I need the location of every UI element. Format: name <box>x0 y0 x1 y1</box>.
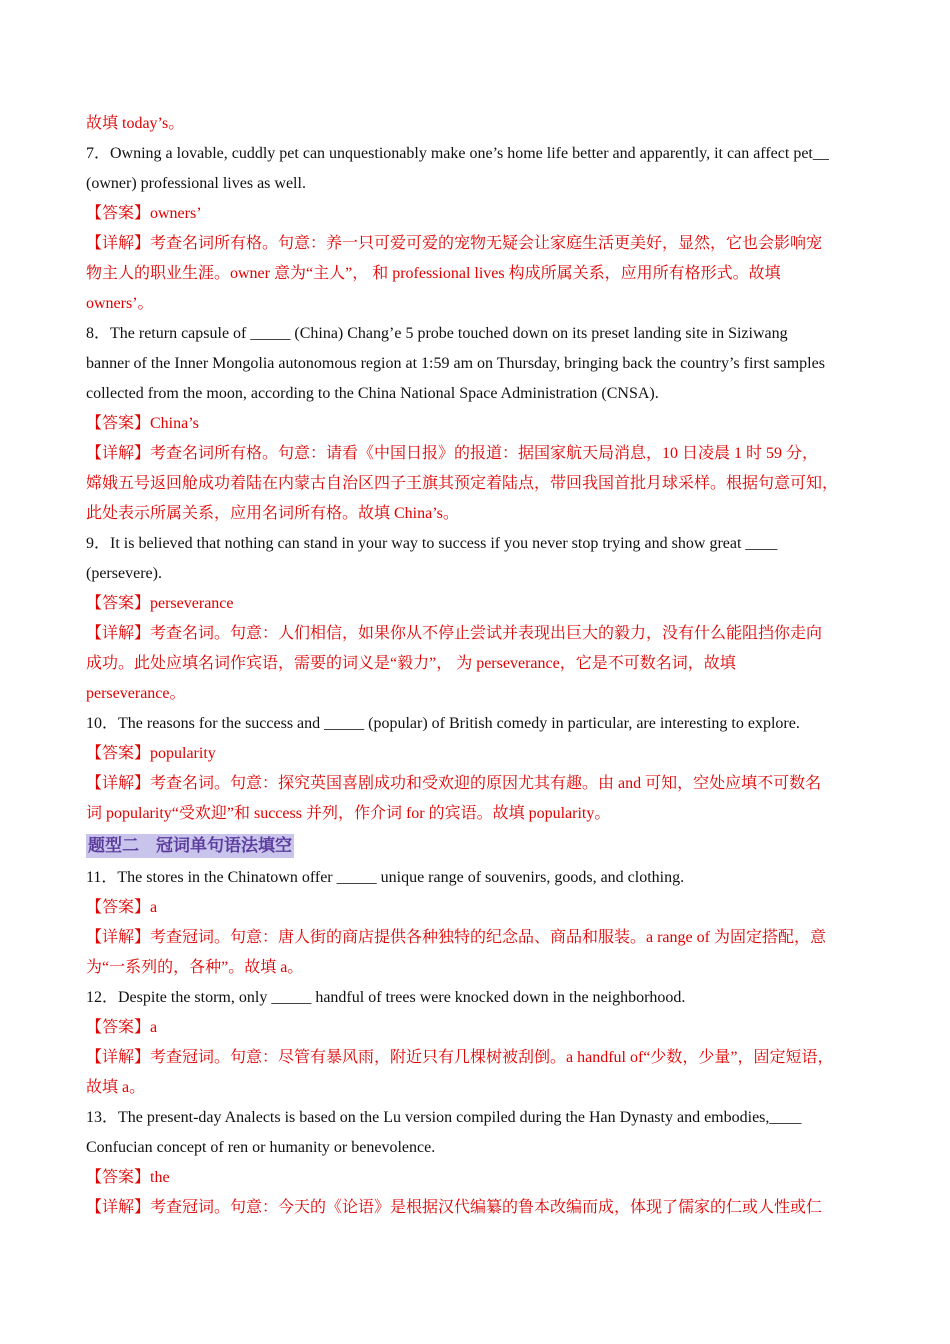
explanation-7-line: 物主人的职业生涯。owner 意为“主人”， 和 professional lives 构成所属关系，应用所有格形式。故填 <box>86 265 781 282</box>
explanation-9-line: perseverance。 <box>86 685 186 702</box>
explanation-7-line: 【详解】考查名词所有格。句意：养一只可爱可爱的宠物无疑会让家庭生活更美好，显然，它也会影响宠 <box>86 235 823 252</box>
question-12-line: 12．Despite the storm, only _____ handful of trees were knocked down in the neighborhood. <box>86 989 686 1006</box>
question-12 <box>86 983 870 1013</box>
answer-13 <box>86 1163 870 1193</box>
explanation-tail-line: 故填 today’s。 <box>86 115 185 132</box>
answer-7 <box>86 199 870 229</box>
explanation-10-line: 词 popularity“受欢迎”和 success 并列，作介词 for 的宾语。故填 popularity。 <box>86 805 611 822</box>
explanation-9 <box>86 619 870 709</box>
answer-12 <box>86 1013 870 1043</box>
explanation-12-line: 【详解】考查冠词。句意：尽管有暴风雨，附近只有几棵树被刮倒。a handful of“少数，少量”，固定短语， <box>86 1049 834 1066</box>
answer-9 <box>86 589 870 619</box>
question-8-line: banner of the Inner Mongolia autonomous region at 1:59 am on Thursday, bringing back the country’s first samples <box>86 355 825 372</box>
explanation-8-line: 嫦娥五号返回舱成功着陆在内蒙古自治区四子王旗其预定着陆点，带回我国首批月球采样。根据句意可知， <box>86 475 839 492</box>
question-13-line: Confucian concept of ren or humanity or benevolence. <box>86 1139 436 1156</box>
question-9 <box>86 529 870 589</box>
answer-7-line: 【答案】owners’ <box>86 205 202 222</box>
question-8 <box>86 319 870 409</box>
explanation-9-line: 成功。此处应填名词作宾语，需要的词义是“毅力”， 为 perseverance，它是不可数名词，故填 <box>86 655 736 672</box>
explanation-12 <box>86 1043 870 1103</box>
explanation-8 <box>86 439 870 529</box>
explanation-10-line: 【详解】考查名词。句意：探究英国喜剧成功和受欢迎的原因尤其有趣。由 and 可知，空处应填不可数名 <box>86 775 822 792</box>
question-13-line: 13．The present-day Analects is based on the Lu version compiled during the Han Dynasty and embodies,____ <box>86 1109 802 1126</box>
explanation-12-line: 故填 a。 <box>86 1079 146 1096</box>
question-7-line: 7．Owning a lovable, cuddly pet can unquestionably make one’s home life better and apparently, it can affect pet__ <box>86 145 829 162</box>
explanation-13 <box>86 1193 870 1223</box>
section-heading-label: 题型二 冠词单句语法填空 <box>88 836 292 856</box>
document-page <box>86 109 870 1223</box>
question-11-line: 11．The stores in the Chinatown offer _____ unique range of souvenirs, goods, and clothing. <box>86 869 685 886</box>
answer-12-line: 【答案】a <box>86 1019 158 1036</box>
explanation-8-line: 【详解】考查名词所有格。句意：请看《中国日报》的报道：据国家航天局消息，10 日凌晨 1 时 59 分， <box>86 445 819 462</box>
answer-9-line: 【答案】perseverance <box>86 595 234 612</box>
question-9-line: (persevere). <box>86 565 162 582</box>
answer-8 <box>86 409 870 439</box>
answer-11 <box>86 893 870 923</box>
question-8-line: collected from the moon, according to the China National Space Administration (CNSA). <box>86 385 659 402</box>
explanation-11-line: 【详解】考查冠词。句意：唐人街的商店提供各种独特的纪念品、商品和服装。a range of 为固定搭配，意 <box>86 929 826 946</box>
answer-8-line: 【答案】China’s <box>86 415 199 432</box>
explanation-13-line: 【详解】考查冠词。句意：今天的《论语》是根据汉代编纂的鲁本改编而成，体现了儒家的仁或人性或仁 <box>86 1199 823 1216</box>
explanation-11 <box>86 923 870 983</box>
explanation-11-line: 为“一系列的，各种”。故填 a。 <box>86 959 304 976</box>
answer-11-line: 【答案】a <box>86 899 158 916</box>
answer-10-line: 【答案】popularity <box>86 745 216 762</box>
explanation-7 <box>86 229 870 319</box>
question-10 <box>86 709 870 739</box>
section-heading <box>86 829 870 863</box>
question-10-line: 10．The reasons for the success and _____ (popular) of British comedy in particular, are interesting to explore. <box>86 715 800 732</box>
question-9-line: 9．It is believed that nothing can stand in your way to success if you never stop trying and show great ____ <box>86 535 778 552</box>
question-13 <box>86 1103 870 1163</box>
question-8-line: 8．The return capsule of _____ (China) Chang’e 5 probe touched down on its preset landing site in Siziwang <box>86 325 788 342</box>
explanation-8-line: 此处表示所属关系，应用名词所有格。故填 China’s。 <box>86 505 459 522</box>
question-11 <box>86 863 870 893</box>
explanation-tail <box>86 109 870 139</box>
answer-10 <box>86 739 870 769</box>
question-7-line: (owner) professional lives as well. <box>86 175 306 192</box>
explanation-9-line: 【详解】考查名词。句意：人们相信，如果你从不停止尝试并表现出巨大的毅力，没有什么能阻挡你走向 <box>86 625 823 642</box>
answer-13-line: 【答案】the <box>86 1169 170 1186</box>
question-7 <box>86 139 870 199</box>
explanation-10 <box>86 769 870 829</box>
explanation-7-line: owners’。 <box>86 295 154 312</box>
